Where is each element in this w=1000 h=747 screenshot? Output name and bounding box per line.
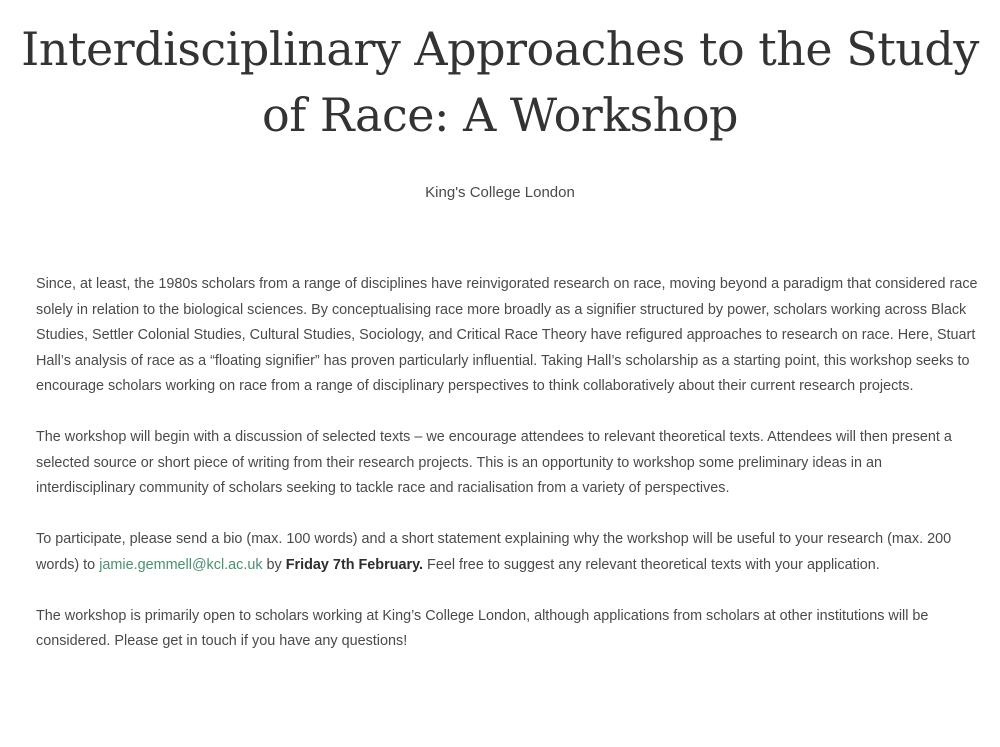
eligibility-paragraph: The workshop is primarily open to scholars working at King’s College London, although applications from scholars at other institutions will be considered. Please get in touch if you have any questions! bbox=[36, 607, 929, 649]
participation-text-by: by bbox=[262, 556, 286, 573]
participation-text-start: To participate, please send a bio (max. 100 words) and a short statement explaining why the workshop will be useful to your research (max. 200 words) to bbox=[36, 531, 952, 573]
institution-subtitle: King's College London bbox=[425, 184, 575, 201]
page-title-line-2: of Race: A Workshop bbox=[262, 88, 738, 142]
participation-paragraph bbox=[36, 527, 981, 578]
workshop-description bbox=[36, 272, 981, 680]
contact-email-link[interactable]: jamie.gemmell@kcl.ac.uk bbox=[99, 556, 263, 573]
deadline-date: Friday 7th February. bbox=[285, 556, 424, 573]
format-paragraph: The workshop will begin with a discussion of selected texts – we encourage attendees to relevant theoretical texts. Attendees will then present a selected source or short piece of writing from their research projects. This is an opportunity to workshop some preliminary ideas in an interdisciplinary community of scholars seeking to tackle race and racialisation from a variety of perspectives. bbox=[36, 429, 952, 496]
intro-paragraph: Since, at least, the 1980s scholars from a range of disciplines have reinvigorated research on race, moving beyond a paradigm that considered race solely in relation to the biological sciences. By conceptualising race more broadly as a signifier structured by power, scholars working across Black Studies, Settler Colonial Studies, Cultural Studies, Sociology, and Critical Race Theory have refigured approaches to research on race. Here, Stuart Hall’s analysis of race as a “floating signifier” has proven particularly influential. Taking Hall’s scholarship as a starting point, this workshop seeks to encourage scholars working on race from a range of disciplinary perspectives to think collaboratively about their current research projects. bbox=[36, 276, 978, 394]
page-title bbox=[0, 16, 1000, 148]
participation-text-end: Feel free to suggest any relevant theoretical texts with your application. bbox=[423, 556, 880, 573]
page-title-line-1: Interdisciplinary Approaches to the Study bbox=[21, 22, 979, 76]
